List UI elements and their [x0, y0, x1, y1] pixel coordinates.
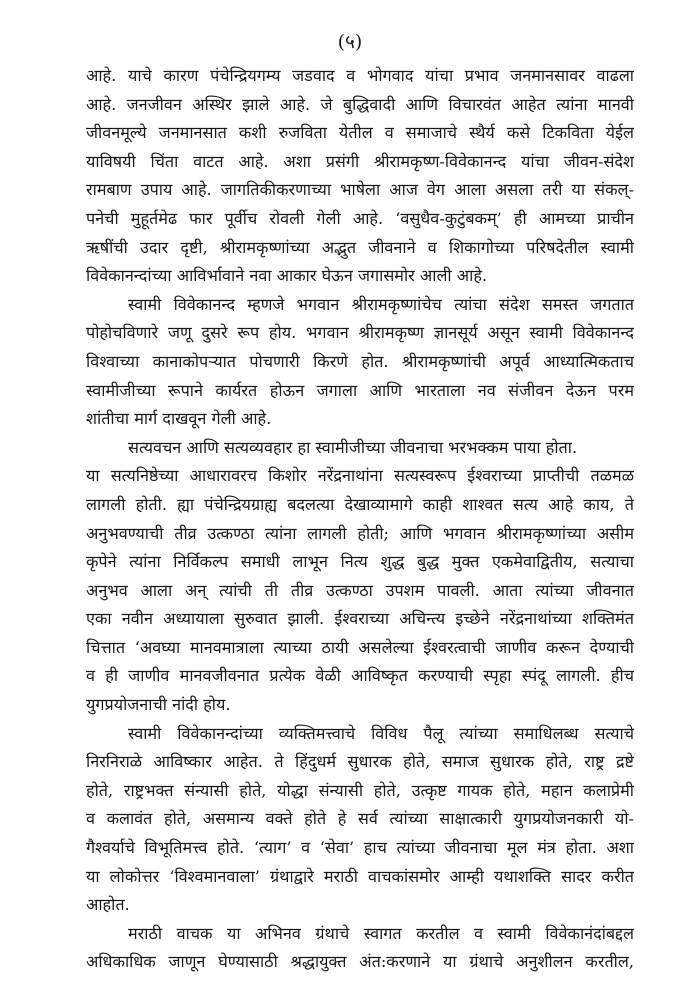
- text-line: स्वामीजीच्या रूपाने कार्यरत होऊन जगाला आणि भारताला नव संजीवन देऊन परम: [86, 380, 634, 400]
- text-line: युगप्रयोजनाची नांदी होय.: [86, 695, 231, 715]
- text-line: व कलावंत होते, असमान्य वक्ते होते हे सर्व त्यांच्या साक्षात्कारी युगप्रयोजनकारी यो-: [86, 809, 634, 829]
- page-number: (५): [337, 31, 363, 53]
- text-line: विवेकानन्दांच्या आविर्भावाने नवा आकार घेऊन जगासमोर आली आहे.: [86, 266, 488, 286]
- text-line: जीवनमूल्ये जनमानसात कशी रुजविता येतील व समाजाचे स्थैर्य कसे टिकविता येईल: [86, 123, 634, 143]
- text-line: या लोकोत्तर ‘विश्वमानवाला’ ग्रंथाद्वारे मराठी वाचकांसमोर आम्ही यथाशक्ति सादर करीत: [86, 866, 634, 886]
- paragraph-3: [86, 434, 634, 720]
- paragraph-2: [86, 291, 634, 434]
- text-line: स्वामी विवेकानन्दांच्या व्यक्तिमत्त्वाचे विविध पैलू त्यांच्या समाधिलब्ध सत्याचे: [128, 723, 634, 743]
- text-line: रामबाण उपाय आहे. जागतिकीकरणाच्या भाषेला आज वेग आला असला तरी या संकल्-: [86, 180, 634, 200]
- text-line: पोहोचविणारे जणू दुसरे रूप होय. भगवान श्रीरामकृष्ण ज्ञानसूर्य असून स्वामी विवेकानन्द: [86, 323, 634, 343]
- text-line: चित्तात ‘अवघ्या मानवमात्राला त्याच्या ठायी असलेल्या ईश्वरत्वाची जाणीव करून देण्याची: [86, 637, 634, 657]
- text-line: या सत्यनिष्ठेच्या आधारावरच किशोर नरेंद्रनाथांना सत्यस्वरूप ईश्वराच्या प्राप्तीची तळमळ: [86, 466, 634, 486]
- text-line: याविषयी चिंता वाटत आहे. अशा प्रसंगी श्रीरामकृष्ण-विवेकानन्द यांचा जीवन-संदेश: [86, 151, 634, 171]
- paragraph-5: [86, 920, 634, 977]
- body-text: [86, 62, 634, 977]
- text-line: गैश्वर्याचे विभूतिमत्त्व होते. ‘त्याग’ व ‘सेवा’ हाच त्यांच्या जीवनाचा मूल मंत्र होता. अशा: [86, 838, 634, 858]
- text-line: शांतीचा मार्ग दाखवून गेली आहे.: [86, 409, 272, 429]
- text-line: होते, राष्ट्रभक्त संन्यासी होते, योद्धा संन्यासी होते, उत्कृष्ट गायक होते, महान कलाप्रेमी: [86, 780, 634, 800]
- text-line: मराठी वाचक या अभिनव ग्रंथाचे स्वागत करतील व स्वामी विवेकानंदांबद्दल: [128, 923, 634, 943]
- paragraph-1: [86, 62, 634, 291]
- text-line: लागली होती. ह्या पंचेन्द्रियग्राह्य बदलत्या देखाव्यामागे काही शाश्वत सत्य आहे काय, ते: [86, 494, 634, 514]
- text-line: एका नवीन अध्यायाला सुरुवात झाली. ईश्वराच्या अचिन्त्य इच्छेने नरेंद्रनाथांच्या शक्तिमंत: [86, 609, 634, 629]
- text-line: पनेची मुहूर्तमेढ फार पूर्वीच रोवली गेली आहे. ‘वसुधैव-कुटुंबकम्’ ही आमच्या प्राचीन: [86, 208, 634, 228]
- text-line: व ही जाणीव मानवजीवनात प्रत्येक वेळी आविष्कृत करण्याची स्पृहा स्पंदू लागली. हीच: [86, 666, 634, 686]
- text-line: आहे. याचे कारण पंचेन्द्रियगम्य जडवाद व भोगवाद यांचा प्रभाव जनमानसावर वाढला: [86, 66, 634, 85]
- text-line: आहोत.: [86, 895, 130, 915]
- text-line: सत्यवचन आणि सत्यव्यवहार हा स्वामीजीच्या जीवनाचा भरभक्कम पाया होता.: [128, 437, 578, 457]
- text-line: अधिकाधिक जाणून घेण्यासाठी श्रद्धायुक्त अंत:करणाने या ग्रंथाचे अनुशीलन करतील,: [86, 952, 634, 972]
- text-line: अनुभवण्याची तीव्र उत्कण्ठा त्यांना लागली होती; आणि भगवान श्रीरामकृष्णांच्या असीम: [86, 523, 634, 543]
- text-line: ऋषींची उदार दृष्टी, श्रीरामकृष्णांच्या अद्भुत जीवनाने व शिकागोच्या परिषदेतील स्वामी: [86, 237, 634, 257]
- text-line: आहे. जनजीवन अस्थिर झाले आहे. जे बुद्धिवादी आणि विचारवंत आहेत त्यांना मानवी: [86, 94, 634, 114]
- paragraph-4: [86, 720, 634, 920]
- text-line: निरनिराळे आविष्कार आहेत. ते हिंदुधर्म सुधारक होते, समाज सुधारक होते, राष्ट्र द्रष्टे: [86, 752, 634, 772]
- text-line: स्वामी विवेकानन्द म्हणजे भगवान श्रीरामकृष्णांचेच त्यांचा संदेश समस्त जगतात: [128, 294, 634, 314]
- text-line: अनुभव आला अन् त्यांची ती तीव्र उत्कण्ठा उपशम पावली. आता त्यांच्या जीवनात: [86, 580, 634, 600]
- text-line: कृपेने त्यांना निर्विकल्प समाधी लाभून नित्य शुद्ध बुद्ध मुक्त एकमेवाद्वितीय, सत्याचा: [86, 552, 634, 572]
- text-line: विश्वाच्या कानाकोपऱ्यात पोचणारी किरणे होत. श्रीरामकृष्णांची अपूर्व आध्यात्मिकताच: [86, 351, 634, 371]
